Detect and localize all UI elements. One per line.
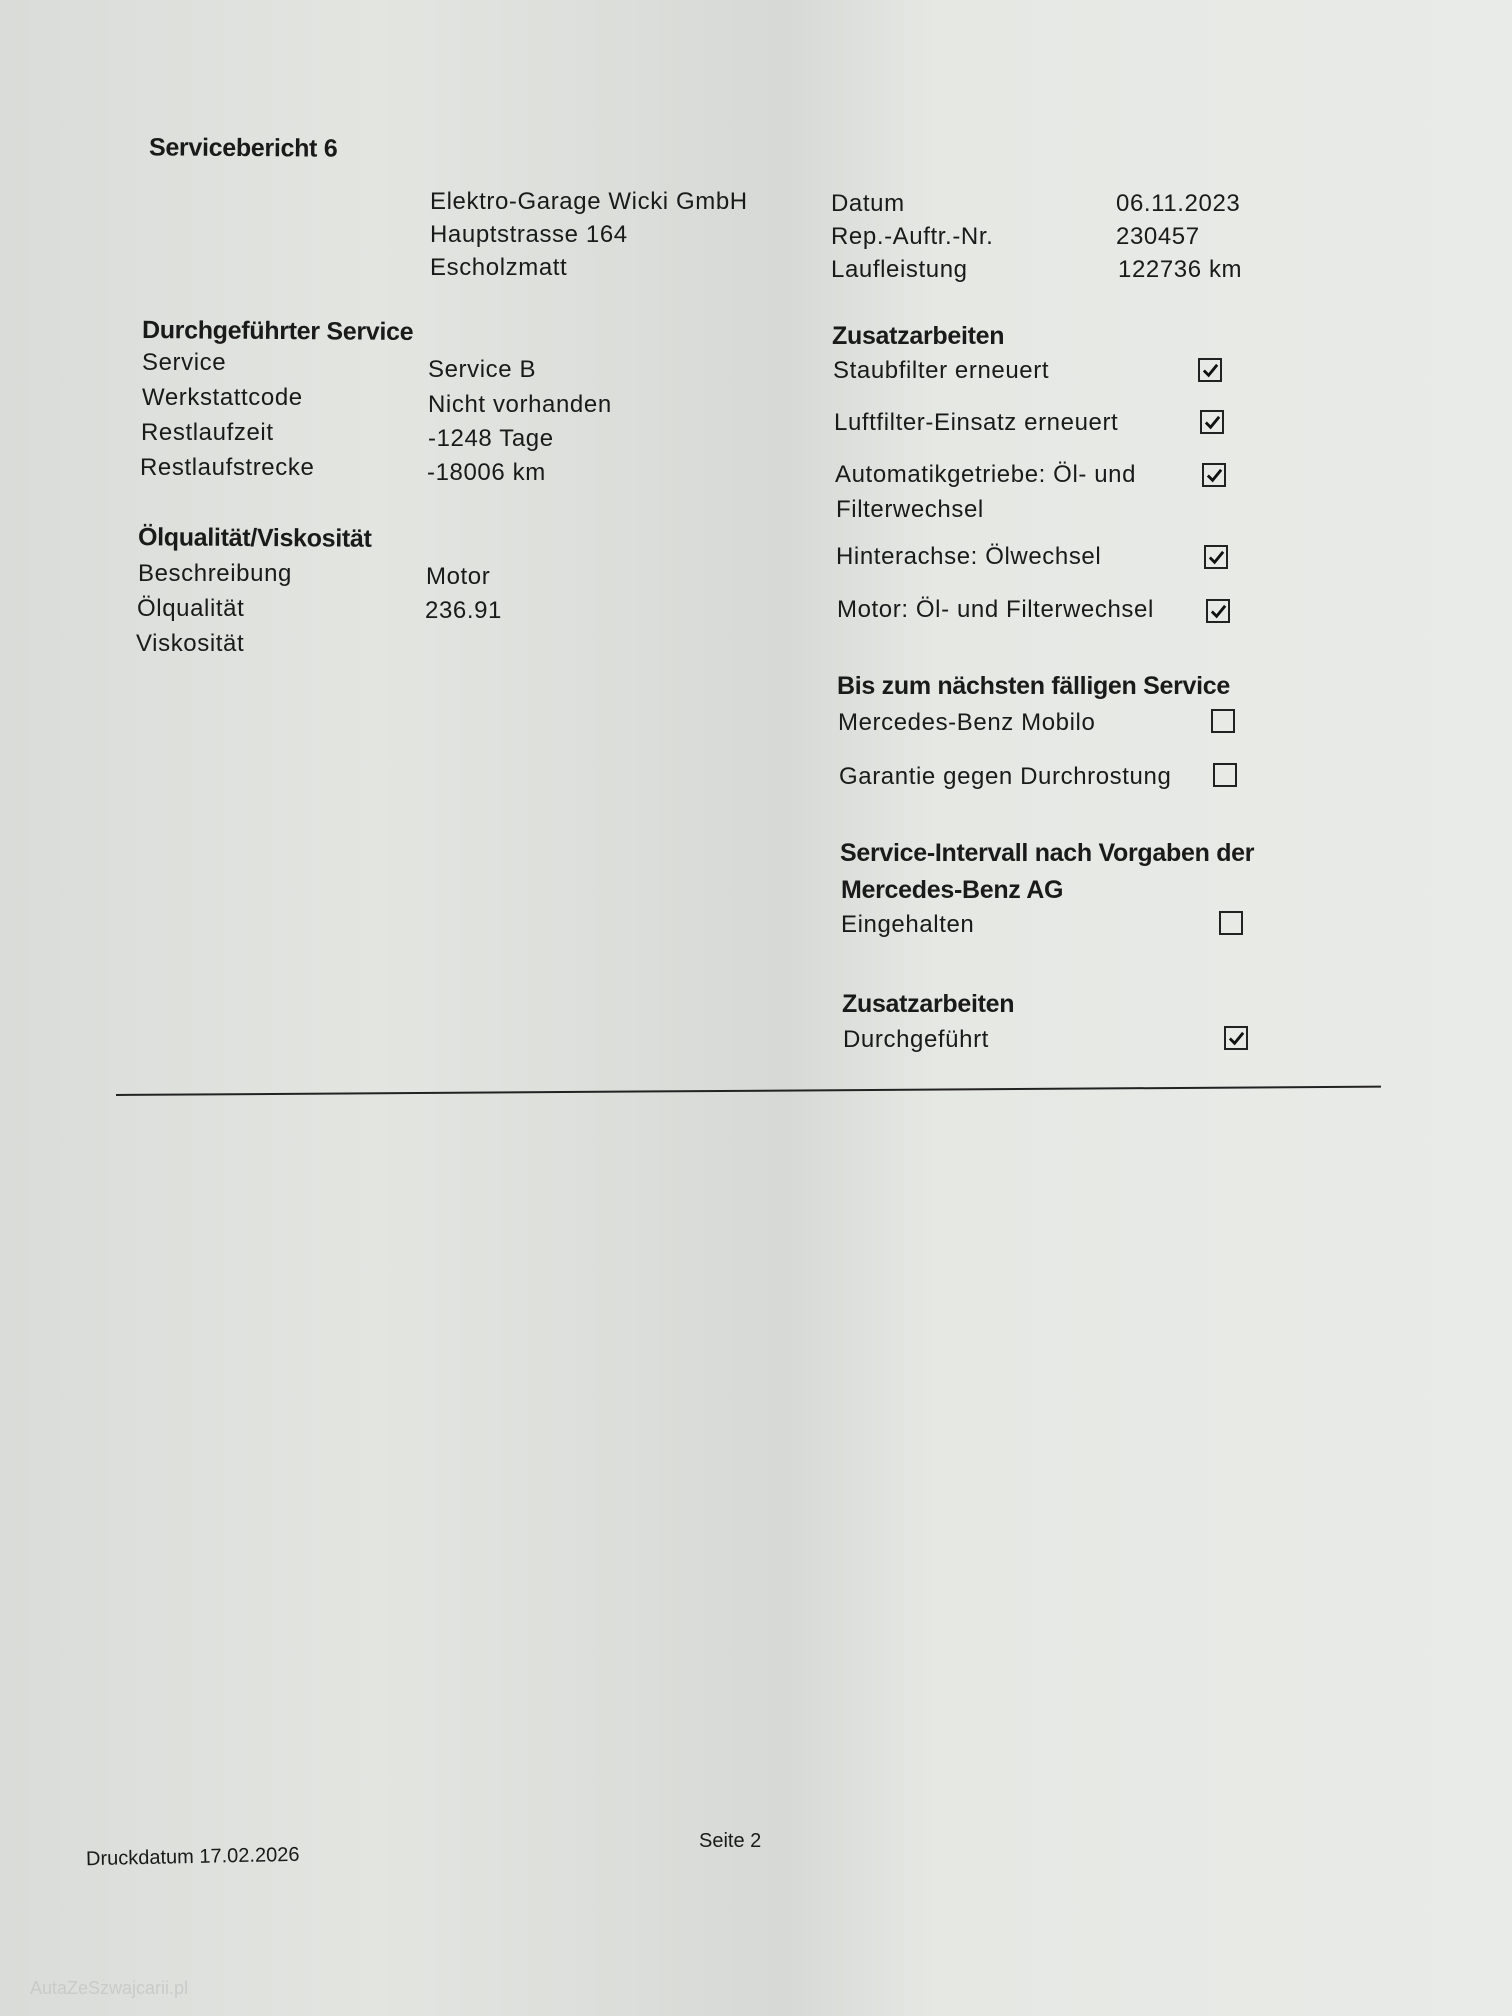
extra-work-item-label: Staubfilter erneuert <box>833 357 1050 384</box>
oil-quality-label: Ölqualität <box>137 595 245 622</box>
checkbox-mobilo[interactable] <box>1211 709 1235 733</box>
interval-heading: Service-Intervall nach Vorgaben der <box>840 839 1255 867</box>
oil-quality-value: 236.91 <box>425 597 503 624</box>
oil-description-value: Motor <box>426 563 491 590</box>
checkbox-hinterachse[interactable] <box>1204 545 1228 569</box>
extra-work-item-label: Luftfilter-Einsatz erneuert <box>834 409 1119 436</box>
next-service-item-label: Mercedes-Benz Mobilo <box>838 709 1096 736</box>
page-number: Seite 2 <box>699 1830 762 1852</box>
checkmark-icon <box>1205 466 1224 485</box>
service-value: Service B <box>428 356 537 383</box>
checkbox-staubfilter[interactable] <box>1198 358 1222 382</box>
extra-work-item-label-line2: Filterwechsel <box>836 496 984 523</box>
interval-heading-line2: Mercedes-Benz AG <box>841 876 1064 904</box>
workshop-code-label: Werkstattcode <box>142 384 303 411</box>
info-label-datum: Datum <box>831 190 905 217</box>
service-label: Service <box>142 349 227 376</box>
checkbox-automatikgetriebe[interactable] <box>1202 463 1226 487</box>
remaining-distance-label: Restlaufstrecke <box>140 454 315 481</box>
checkmark-icon <box>1227 1029 1246 1048</box>
interval-item-label: Eingehalten <box>841 911 975 938</box>
extra-work-heading: Zusatzarbeiten <box>832 322 1005 350</box>
checkbox-motor-oel[interactable] <box>1206 599 1230 623</box>
print-date: Druckdatum 17.02.2026 <box>85 1843 300 1871</box>
extra-work-item-label: Hinterachse: Ölwechsel <box>836 543 1102 570</box>
divider-line <box>116 1086 1381 1096</box>
checkbox-eingehalten[interactable] <box>1219 911 1243 935</box>
garage-name: Elektro-Garage Wicki GmbH <box>430 188 748 215</box>
page-title: Servicebericht 6 <box>148 133 338 163</box>
checkbox-durchgefuehrt[interactable] <box>1224 1026 1248 1050</box>
remaining-time-label: Restlaufzeit <box>141 419 274 446</box>
checkbox-durchrostung[interactable] <box>1213 763 1237 787</box>
service-heading: Durchgeführter Service <box>141 316 414 346</box>
info-value-order-number: 230457 <box>1116 223 1200 250</box>
garage-city: Escholzmatt <box>430 254 568 281</box>
oil-description-label: Beschreibung <box>138 560 292 587</box>
extra-work-done-label: Durchgeführt <box>843 1026 989 1053</box>
info-value-datum: 06.11.2023 <box>1116 190 1241 217</box>
oil-heading: Ölqualität/Viskosität <box>137 523 372 553</box>
info-label-order-number: Rep.-Auftr.-Nr. <box>831 223 994 250</box>
viscosity-label: Viskosität <box>136 630 245 657</box>
checkmark-icon <box>1203 413 1222 432</box>
extra-work-done-heading: Zusatzarbeiten <box>842 990 1015 1018</box>
info-value-mileage: 122736 km <box>1118 256 1243 283</box>
garage-street: Hauptstrasse 164 <box>430 221 628 248</box>
remaining-time-value: -1248 Tage <box>428 425 554 452</box>
extra-work-item-label: Motor: Öl- und Filterwechsel <box>837 596 1154 623</box>
workshop-code-value: Nicht vorhanden <box>428 391 612 418</box>
info-label-mileage: Laufleistung <box>831 256 968 283</box>
remaining-distance-value: -18006 km <box>427 459 546 486</box>
next-service-heading: Bis zum nächsten fälligen Service <box>837 672 1231 700</box>
checkbox-luftfilter[interactable] <box>1200 410 1224 434</box>
checkmark-icon <box>1209 602 1228 621</box>
checkmark-icon <box>1201 361 1220 380</box>
checkmark-icon <box>1207 548 1226 567</box>
extra-work-item-label: Automatikgetriebe: Öl- und <box>835 461 1137 488</box>
watermark: AutaZeSzwajcarii.pl <box>30 1978 189 1998</box>
next-service-item-label: Garantie gegen Durchrostung <box>839 763 1172 790</box>
